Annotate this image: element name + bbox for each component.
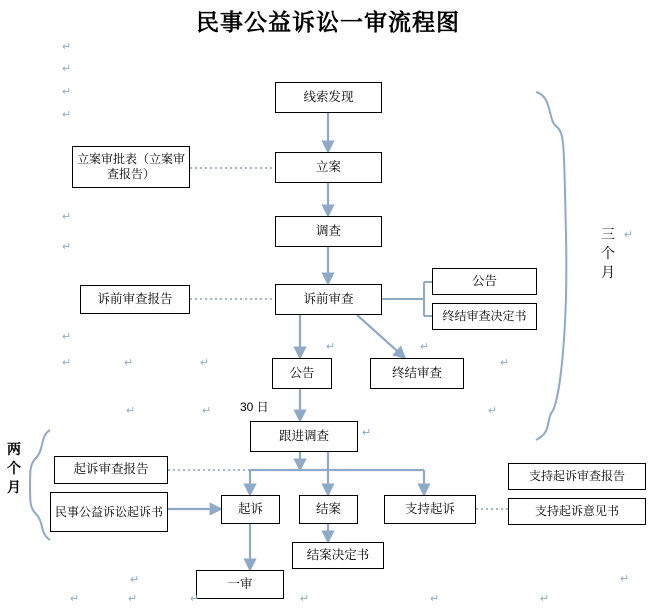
label-thirty-days: 30 日 (240, 400, 269, 414)
node-label: 调查 (315, 223, 341, 238)
layout-mark: ↵ (62, 241, 72, 253)
node-label: 支持起诉 (404, 501, 455, 516)
node-label: 线索发现 (303, 89, 354, 104)
layout-mark: ↵ (70, 593, 80, 605)
node-closing-decision[interactable] (292, 542, 384, 569)
layout-mark: ↵ (124, 357, 134, 369)
layout-mark: ↵ (326, 341, 336, 353)
layout-mark: ↵ (620, 573, 630, 585)
node-clue-discovery[interactable] (275, 82, 382, 113)
layout-mark: ↵ (62, 109, 72, 121)
page-title: 民事公益诉讼一审流程图 (196, 10, 460, 35)
node-support-prosecution-review-report[interactable] (508, 463, 646, 490)
node-announcement[interactable] (272, 358, 332, 389)
node-filing-approval-form[interactable] (72, 146, 190, 188)
layout-mark: ↵ (128, 593, 138, 605)
layout-mark: ↵ (62, 357, 72, 369)
layout-mark: ↵ (420, 341, 430, 353)
node-label: 结案决定书 (306, 547, 370, 562)
layout-mark: ↵ (624, 229, 634, 241)
node-label: 公告 (471, 273, 497, 288)
node-label: 跟进调查 (278, 428, 329, 443)
node-label: 公告 (289, 365, 315, 380)
node-first-instance[interactable] (196, 570, 284, 599)
node-label: 一审 (227, 576, 253, 591)
layout-mark: ↵ (62, 331, 72, 343)
node-label: 立案 (315, 159, 341, 174)
layout-mark: ↵ (62, 86, 72, 98)
layout-mark: ↵ (202, 405, 212, 417)
node-support-prosecution-opinion[interactable] (508, 498, 646, 525)
layout-mark: ↵ (130, 574, 140, 586)
node-label: 诉前审查报告 (97, 291, 173, 306)
node-prosecution[interactable] (221, 495, 280, 524)
layout-mark: ↵ (362, 427, 372, 439)
layout-mark: ↵ (300, 593, 310, 605)
node-follow-up-investigation[interactable] (250, 421, 358, 452)
node-label: 终结审查决定书 (442, 309, 527, 323)
layout-mark: ↵ (488, 405, 498, 417)
layout-mark: ↵ (430, 593, 440, 605)
node-support-prosecution[interactable] (384, 495, 476, 524)
node-label: 起诉 (237, 501, 263, 516)
node-label: 起诉审查报告 (73, 462, 149, 477)
node-termination-review-decision[interactable] (432, 303, 537, 330)
node-label: 立案审批表（立案审查报告） (76, 152, 185, 181)
node-label: 诉前审查 (303, 291, 354, 306)
node-prosecution-review-report[interactable] (54, 456, 168, 484)
node-label: 终结审查 (391, 365, 442, 380)
layout-mark: ↵ (62, 211, 72, 223)
node-pre-suit-review[interactable] (275, 284, 382, 315)
layout-mark: ↵ (62, 63, 72, 75)
label-three-months: 三个月 (601, 226, 615, 280)
node-investigation[interactable] (275, 216, 382, 247)
node-announcement-right[interactable] (432, 268, 537, 295)
node-case-closing[interactable] (299, 495, 358, 524)
node-label: 支持起诉意见书 (534, 504, 619, 518)
layout-mark: ↵ (540, 593, 550, 605)
layout-mark: ↵ (200, 357, 210, 369)
node-termination-review[interactable] (370, 358, 464, 389)
node-case-filing[interactable] (275, 152, 382, 183)
layout-mark: ↵ (190, 593, 200, 605)
node-label: 民事公益诉讼起诉书 (54, 504, 163, 519)
layout-mark: ↵ (126, 405, 136, 417)
node-pre-suit-review-report[interactable] (80, 285, 190, 314)
node-civil-public-interest-complaint[interactable] (50, 492, 168, 532)
layout-mark: ↵ (500, 357, 510, 369)
node-label: 结案 (315, 501, 341, 516)
layout-mark: ↵ (62, 41, 72, 53)
label-two-months: 两个月 (7, 441, 21, 495)
node-label: 支持起诉审查报告 (528, 469, 625, 483)
